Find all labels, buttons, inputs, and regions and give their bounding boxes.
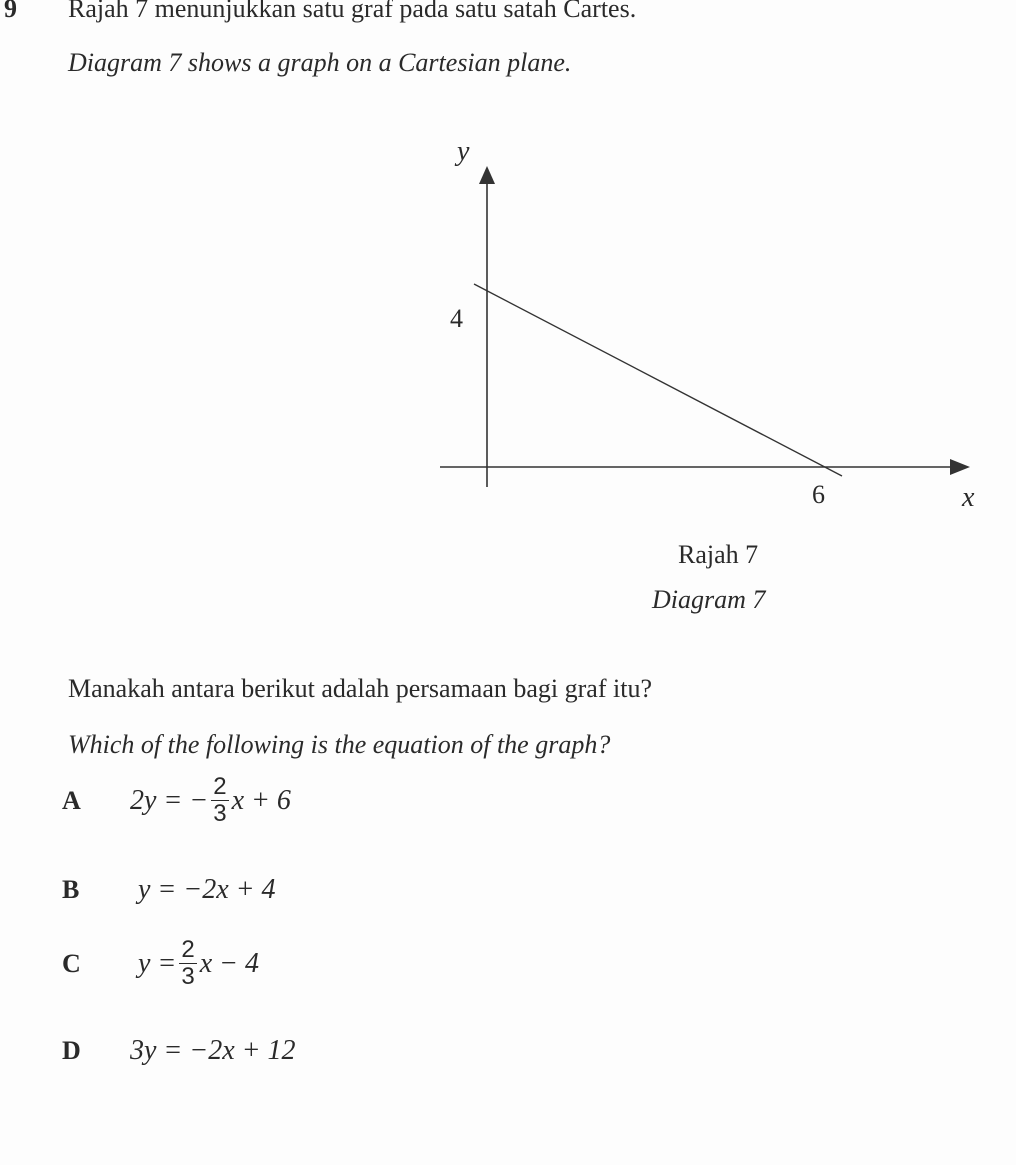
y-axis-label: y <box>457 136 470 167</box>
graph-line <box>474 284 842 476</box>
intro-english: Diagram 7 shows a graph on a Cartesian plane. <box>68 48 572 77</box>
y-intercept-label: 4 <box>450 304 463 333</box>
caption-english: Diagram 7 <box>652 585 766 614</box>
prompt-english: Which of the following is the equation of the graph? <box>68 730 611 759</box>
option-c[interactable]: C y = $\frac{2}{3}$ x − 4 <box>62 936 260 991</box>
caption-malay: Rajah 7 <box>678 540 759 569</box>
option-a[interactable]: A 2y = − $\frac{2}{3}$ x + 6 <box>62 773 291 828</box>
y-axis-arrow <box>479 166 495 184</box>
option-d[interactable]: D 3y = −2x + 12 <box>62 1035 296 1066</box>
fraction: $\frac{2}{3}$ <box>181 936 195 991</box>
fraction: $\frac{2}{3}$ <box>213 773 227 828</box>
x-axis-label: x <box>962 482 975 513</box>
prompt-malay: Manakah antara berikut adalah persamaan bagi graf itu? <box>68 674 652 703</box>
x-axis-arrow <box>950 459 970 475</box>
x-intercept-label: 6 <box>812 480 825 509</box>
intro-malay: Rajah 7 menunjukkan satu graf pada satu satah Cartes. <box>68 0 637 23</box>
option-b[interactable]: B y = −2x + 4 <box>62 874 276 905</box>
question-number: 9 <box>4 0 17 23</box>
